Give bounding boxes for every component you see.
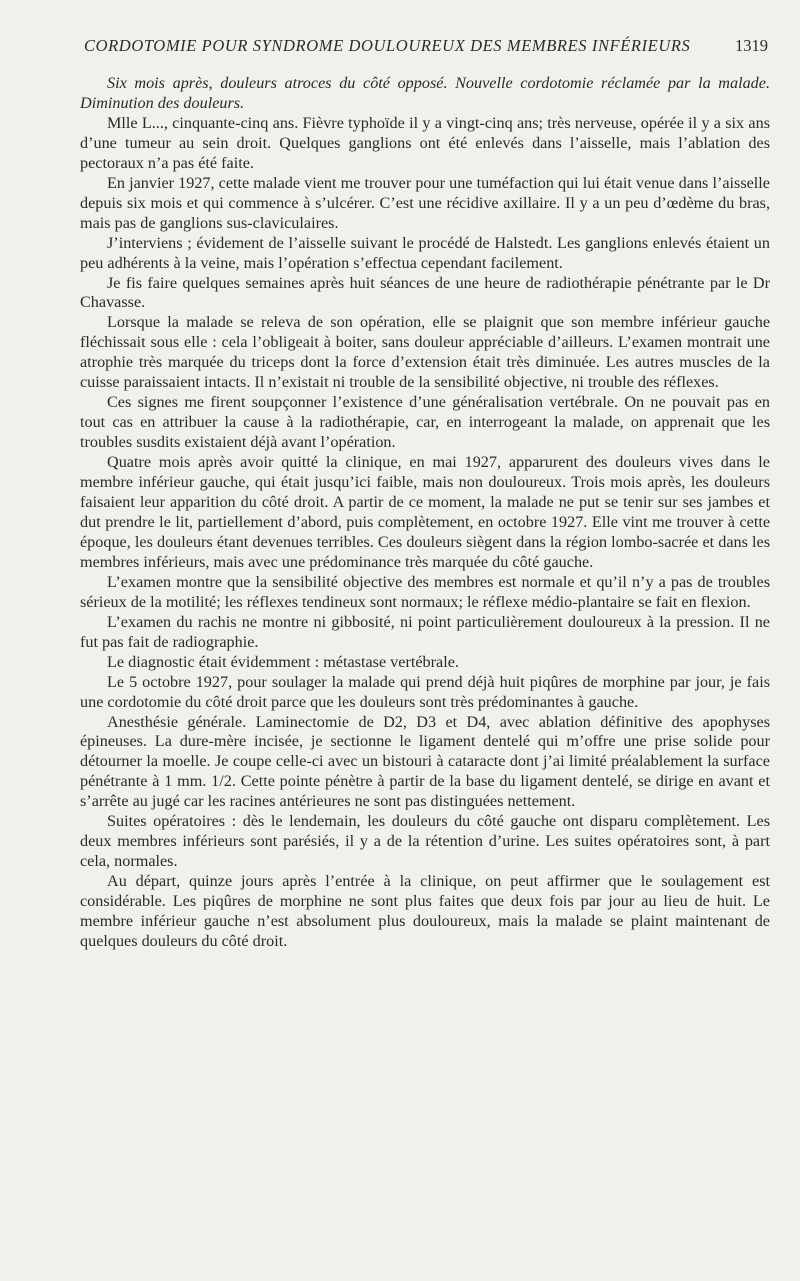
- body-paragraph: L’examen du rachis ne montre ni gibbosité, ni point particulièrement douloureux à la pression. Il ne fut pas fait de radiographie.: [80, 612, 770, 651]
- running-header: [84, 36, 768, 56]
- article-body: [80, 74, 770, 952]
- body-paragraph: Je fis faire quelques semaines après huit séances de une heure de radiothérapie pénétrante par le Dr Chavasse.: [80, 273, 770, 312]
- body-paragraph: Mlle L..., cinquante-cinq ans. Fièvre typhoïde il y a vingt-cinq ans; très nerveuse, opérée il y a six ans d’une tumeur au sein droit. Quelques ganglions ont été enlevés dans l’aisselle, mais l’ablation des pectoraux n’a pas été faite.: [80, 113, 770, 172]
- body-paragraph: Le diagnostic était évidemment : métastase vertébrale.: [107, 652, 459, 671]
- body-paragraph: Suites opératoires : dès le lendemain, les douleurs du côté gauche ont disparu complètement. Les deux membres inférieurs sont parésiés, il y a de la rétention d’urine. Les suites opératoires sont, à part cela, normales.: [80, 812, 770, 871]
- body-paragraph: En janvier 1927, cette malade vient me trouver pour une tuméfaction qui lui était venue dans l’aisselle depuis six mois et qui commence à s’ulcérer. C’est une récidive axillaire. Il y a un peu d’œdème du bras, mais pas de ganglions sus-claviculaires.: [80, 173, 770, 232]
- page-number: 1319: [735, 36, 768, 55]
- body-paragraph: J’interviens ; évidement de l’aisselle suivant le procédé de Halstedt. Les ganglions enlevés étaient un peu adhérents à la veine, mais l’opération s’effectua cependant facilement.: [80, 233, 770, 272]
- body-paragraph: Le 5 octobre 1927, pour soulager la malade qui prend déjà huit piqûres de morphine par jour, je fais une cordotomie du côté droit parce que les douleurs sont très prédominantes à gauche.: [80, 672, 770, 711]
- running-title: CORDOTOMIE POUR SYNDROME DOULOUREUX DES MEMBRES INFÉRIEURS: [84, 36, 691, 55]
- case-summary-paragraph: Six mois après, douleurs atroces du côté opposé. Nouvelle cordotomie réclamée par la malade. Diminution des douleurs.: [80, 74, 770, 112]
- body-paragraph: L’examen montre que la sensibilité objective des membres est normale et qu’il n’y a pas de troubles sérieux de la motilité; les réflexes tendineux sont normaux; le réflexe médio-plantaire se fait en flexion.: [80, 572, 770, 611]
- body-paragraph: Quatre mois après avoir quitté la clinique, en mai 1927, apparurent des douleurs vives dans le membre inférieur gauche, qui était jusqu’ici faible, mais non douloureux. Trois mois après, les douleurs faisaient leur apparition du côté droit. A partir de ce moment, la malade ne put se tenir sur ses jambes et dut prendre le lit, partiellement d’abord, puis complètement, en octobre 1927. Elle vint me trouver à cette époque, les douleurs étant devenues terribles. Ces douleurs siègent dans la région lombo-sacrée et dans les membres inférieurs, mais avec une prédominance très marquée du côté gauche.: [80, 453, 770, 571]
- body-paragraph: Anesthésie générale. Laminectomie de D2, D3 et D4, avec ablation définitive des apophyses épineuses. La dure-mère incisée, je sectionne le ligament dentelé qui m’offre une prise solide pour détourner la moelle. Je coupe celle-ci avec un bistouri à cataracte dont j’ai limité préalablement la surface pénétrante à 1 mm. 1/2. Cette pointe pénètre à partir de la base du ligament dentelé, se dirige en avant et s’arrête au jugé car les racines antérieures ne sont pas distinguées nettement.: [80, 712, 770, 811]
- body-paragraph: Lorsque la malade se releva de son opération, elle se plaignit que son membre inférieur gauche fléchissait sous elle : cela l’obligeait à boiter, sans douleur appréciable d’ailleurs. L’examen montrait une atrophie très marquée du triceps dont la force d’extension était très diminuée. Les autres muscles de la cuisse paraissaient intacts. Il n’existait ni trouble de la sensibilité objective, ni trouble des réflexes.: [80, 313, 770, 392]
- body-paragraph: Ces signes me firent soupçonner l’existence d’une généralisation vertébrale. On ne pouvait pas en tout cas en attribuer la cause à la radiothérapie, car, en interrogeant la malade, on apprenait que les troubles susdits existaient déjà avant l’opération.: [80, 393, 770, 452]
- body-paragraph: Au départ, quinze jours après l’entrée à la clinique, on peut affirmer que le soulagement est considérable. Les piqûres de morphine ne sont plus faites que deux fois par jour au lieu de huit. Le membre inférieur gauche n’est absolument plus douloureux, mais la malade se plaint maintenant de quelques douleurs du côté droit.: [80, 872, 770, 950]
